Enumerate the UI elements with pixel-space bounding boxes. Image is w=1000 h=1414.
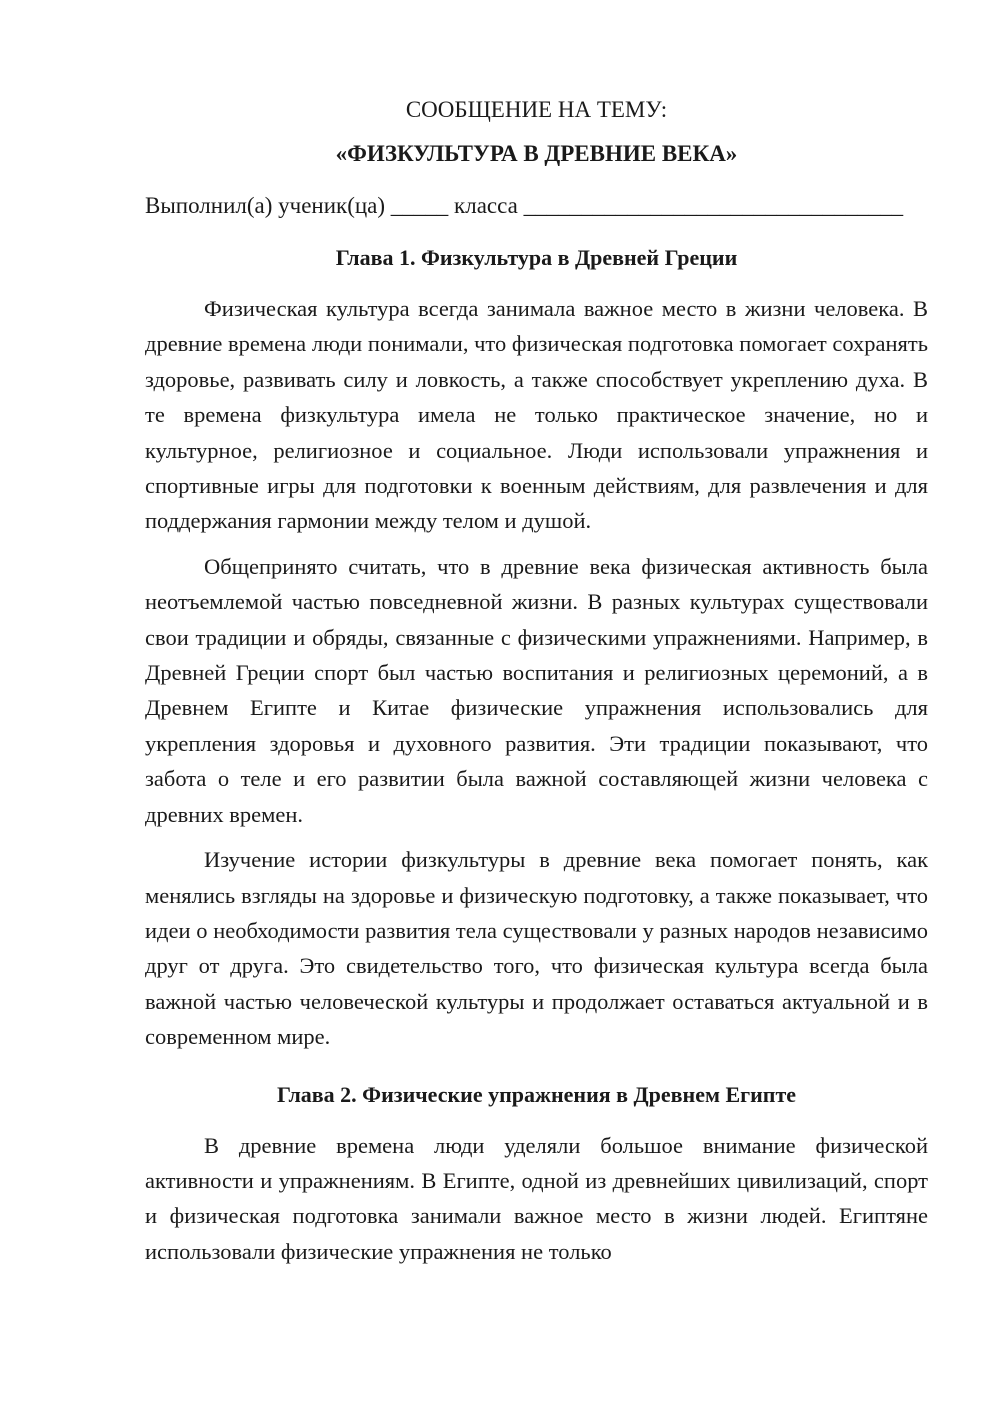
document-header: СООБЩЕНИЕ НА ТЕМУ: — [405, 97, 668, 122]
author-line: Выполнил(а) ученик(ца) _____ класса _________________________________ — [145, 193, 904, 218]
paragraph: Физическая культура всегда занимала важное место в жизни человека. В древние времена люди понимали, что физическая подготовка помогает сохранять здоровье, развивать силу и ловкость, а также способствует укреплению духа. В те времена физкультура имела не только практическое значение, но и культурное, религиозное и социальное. Люди использовали упражнения и спортивные игры для подготовки к военным действиям, для развлечения и для поддержания гармонии между телом и душой. — [145, 296, 928, 534]
paragraph: Общепринято считать, что в древние века физическая активность была неотъемлемой частью повседневной жизни. В разных культурах существовали свои традиции и обряды, связанные с физическими упражнениями. Например, в Древней Греции спорт был частью воспитания и религиозных церемоний, а в Древнем Египте и Китае физические упражнения использовались для укрепления здоровья и духовного развития. Эти традиции показывают, что забота о теле и его развитии была важной составляющей жизни человека с древних времен. — [145, 553, 928, 827]
document-title: «ФИЗКУЛЬТУРА В ДРЕВНИЕ ВЕКА» — [335, 141, 738, 166]
chapter-title: Глава 2. Физические упражнения в Древнем Египте — [276, 1081, 797, 1107]
document-page — [145, 88, 928, 1279]
paragraph: В древние времена люди уделяли большое внимание физической активности и упражнениям. В Египте, одной из древнейших цивилизаций, спорт и физическая подготовка занимали важное место в жизни людей. Египтяне использовали физические упражнения не только — [145, 1132, 928, 1264]
paragraph: Изучение истории физкультуры в древние века помогает понять, как менялись взгляды на здоровье и физическую подготовку, а также показывает, что идеи о необходимости развития тела существовали у разных народов независимо друг от друга. Это свидетельство того, что физическая культура всегда была важной частью человеческой культуры и продолжает оставаться актуальной и в современном мире. — [145, 847, 928, 1050]
chapter-1 — [145, 240, 928, 1055]
chapter-2 — [145, 1077, 928, 1270]
chapter-title: Глава 1. Физкультура в Древней Греции — [335, 245, 738, 270]
